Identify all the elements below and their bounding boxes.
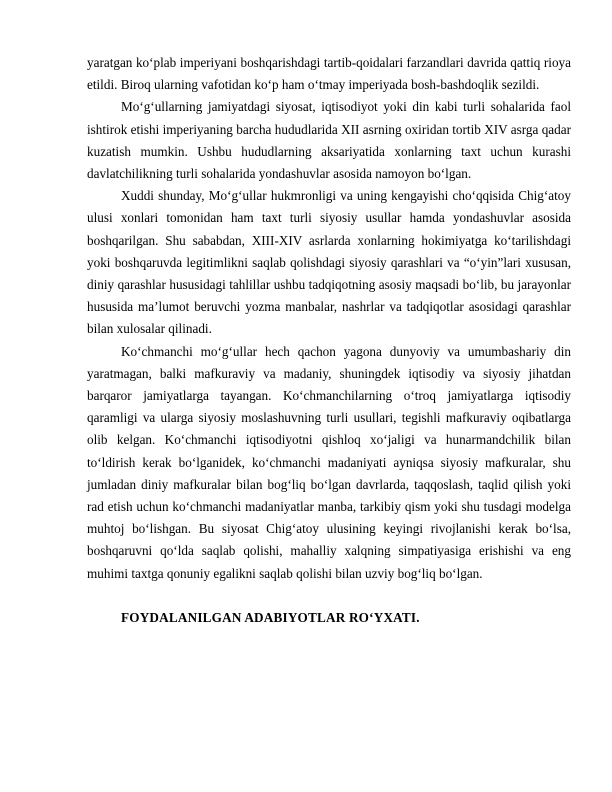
paragraph-mongol-participation: Mo‘g‘ullarning jamiyatdagi siyosat, iqtisodiyot yoki din kabi turli sohalarida faol ishtirok etishi imperiyaning barcha hududlarida XII asrning oxiridan tortib XIV asrga qadar kuzatish mumkin. Ushbu hududlarning aksariyatida xonlarning taxt uchun kurashi davlatchilikning turli sohalarida yondashuvlar asosida namoyon bo‘lgan.: [87, 99, 571, 182]
references-heading: FOYDALANILGAN ADABIYOTLAR RO‘YXATI.: [121, 609, 420, 625]
paragraph-continuation: yaratgan ko‘plab imperiyani boshqarishdagi tartib-qoidalari farzandlari davrida qattiq rioya etildi. Biroq ularning vafotidan ko‘p ham o‘tmay imperiyada bosh-bashdoqlik sezildi.: [87, 55, 571, 93]
paragraph-nomadic-mongols: Ko‘chmanchi mo‘g‘ullar hech qachon yagona dunyoviy va umumbashariy din yaratmagan, balki mafkuraviy va madaniy, shuningdek iqtisodiy va siyosiy jihatdan barqaror jamiyatlarga tayangan. Ko‘chmanchilarning o‘troq jamiyatlarga iqtisodiy qaramligi va ularga siyosiy moslashuvning turli usullari, tegishli mafkuraviy oqibatlarga olib kelgan. Ko‘chmanchi iqtisodiyotni qishloq xo‘jaligi va hunarmandchilik bilan to‘ldirish kerak bo‘lganidek, ko‘chmanchi madaniyati ayniqsa siyosiy mafkuralar, shu jumladan diniy mafkuralar bilan bog‘liq bo‘lgan davrlarda, taqqoslash, taqlid qilish yoki rad etish uchun ko‘chmanchi madaniyatlar manba, tarkibiy qism yoki shu tusdagi modelga muhtoj bo‘lishgan. Bu siyosat Chig‘atoy ulusining keyingi rivojlanishi kerak bo‘lsa, boshqaruvni qo‘lda saqlab qolishi, mahalliy xalqning simpatiyasiga erishishi va eng muhimi taxtga qonuniy egalikni saqlab qolishi bilan uzviy bog‘liq bo‘lgan.: [87, 343, 571, 581]
document-page: [87, 52, 571, 629]
paragraph-chagatai-ulus: Xuddi shunday, Mo‘g‘ullar hukmronligi va uning kengayishi cho‘qqisida Chig‘atoy ulusi xonlari tomonidan ham taxt turli siyosiy usullar hamda yondashuvlar asosida boshqarilgan. Shu sababdan, XIII-XIV asrlarda xonlarning hokimiyatga ko‘tarilishdagi yoki boshqaruvda legitimlikni saqlab qolishdagi siyosiy qarashlari va “o‘yin”lari xususan, diniy qarashlar hususidagi tahlillar ushbu tadqiqotning asosiy maqsadi bo‘lib, bu jarayonlar hususida ma’lumot beruvchi yozma manbalar, nashrlar va tadqiqotlar asosidagi qarashlar bilan xulosalar qilinadi.: [87, 188, 571, 337]
